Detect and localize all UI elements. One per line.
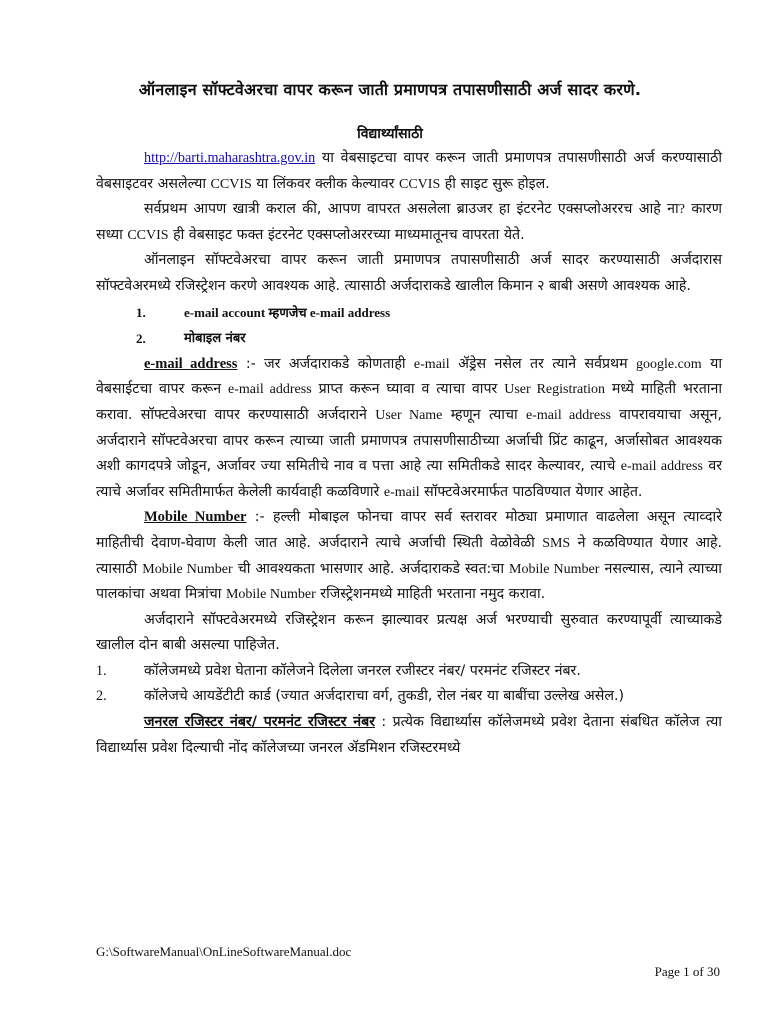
paragraph-after-registration: अर्जदाराने सॉफ्टवेअरमध्ये रजिस्ट्रेशन करून झाल्यावर प्रत्यक्ष अर्ज भरण्याची सुरुवात करण्यापूर्वी त्याच्याकडे खालील दोन बाबी असल्या पाहिजेत.: [96, 611, 722, 654]
paragraph-email: e-mail address :- जर अर्जदाराकडे कोणताही e-mail ॲड्रेस नसेल तर त्याने सर्वप्रथम google.com या वेबसाईटचा वापर करून e-mail address प्राप्त करून घ्यावा व त्याचा वापर User Registration मध्ये माहिती भरताना करावा. सॉफ्टवेअरचा वापर करण्यासाठी अर्जदाराने User Name म्हणून त्याचा e-mail address वापरावयाचा असून, अर्जदाराने सॉफ्टवेअरचा वापर करून त्याच्या जाती प्रमाणपत्र तपासणीसाठीच्या अर्जाची प्रिंट काढून, अर्जासोबत आवश्यक अशी कागदपत्रे जोडून, अर्जावर ज्या समितीचे नाव व पत्ता आहे त्या समितीकडे सादर केल्यावर, त्याचे e-mail address वर त्याचे अर्जावर समितीमार्फत केलेली कार्यवाही कळविणारे e-mail सॉफ्टवेअरमार्फत पाठविण्यात येणार आहेत.: [96, 355, 723, 500]
college-item: 1. कॉलेजमध्ये प्रवेश घेताना कॉलेजने दिलेला जनरल रजीस्टर नंबर/ परमनंट रजिस्टर नंबर.: [96, 662, 581, 679]
paragraph-browser: सर्वप्रथम आपण खात्री कराल की, आपण वापरत असलेला ब्राउजर हा इंटरनेट एक्सप्लोअररच आहे ना? कारण सध्या CCVIS ही वेबसाइट फक्त इंटरनेट एक्सप्लोअररच्या माध्यमातूनच वापरता येते.: [96, 201, 722, 243]
email-heading: e-mail address: [144, 355, 238, 372]
requirement-item: 1. e-mail account म्हणजेच e-mail address: [136, 304, 391, 321]
footer-page-number: Page 1 of 30: [654, 964, 720, 979]
requirement-item: 2. मोबाइल नंबर: [136, 331, 246, 347]
barti-link[interactable]: http://barti.maharashtra.gov.in: [144, 150, 316, 166]
mobile-heading: Mobile Number: [144, 509, 247, 526]
document-title: ऑनलाइन सॉफ्टवेअरचा वापर करून जाती प्रमाणपत्र तपासणीसाठी अर्ज सादर करणे.: [138, 80, 642, 99]
paragraph-mobile: Mobile Number :- हल्ली मोबाइल फोनचा वापर सर्व स्तरावर मोठ्या प्रमाणात वाढलेला असून त्याव्दारे माहितीची देवाण-घेवाण केली जात आहे. अर्जदाराने त्याचे अर्जाची स्थिती वेळोवेळी SMS ने कळविण्यात येणार आहे. त्यासाठी Mobile Number ची आवश्यकता भासणार आहे. अर्जदाराकडे स्वत:चा Mobile Number नसल्यास, त्याने त्याच्या पालकांचा अथवा मित्रांचा Mobile Number रजिस्ट्रेशनमध्ये माहिती भरताना नमुद करावा.: [96, 509, 722, 603]
general-register-heading: जनरल रजिस्टर नंबर/ परमनंट रजिस्टर नंबर: [144, 714, 376, 731]
paragraph-intro: http://barti.maharashtra.gov.in या वेबसाइटचा वापर करून जाती प्रमाणपत्र तपासणीसाठी अर्ज करण्यासाठी वेबसाइटवर असलेल्या CCVIS या लिंकवर क्लीक केल्यावर CCVIS ही साइट सुरू होइल.: [96, 150, 722, 192]
paragraph-general-register: जनरल रजिस्टर नंबर/ परमनंट रजिस्टर नंबर : प्रत्येक विद्यार्थ्यास कॉलेजमध्ये प्रवेश देताना संबधित कॉलेज त्या विद्यार्थ्यास प्रवेश दिल्याची नोंद कॉलेजच्या जनरल ॲडमिशन रजिस्टरमध्ये: [96, 714, 722, 756]
document-body: [96, 146, 722, 761]
paragraph-registration: ऑनलाइन सॉफ्टवेअरचा वापर करून जाती प्रमाणपत्र तपासणीसाठी अर्ज सादर करण्यासाठी अर्जदारास सॉफ्टवेअरमध्ये रजिस्ट्रेशन करणे आवश्यक आहे. त्यासाठी अर्जदाराकडे खालील किमान २ बाबी असणे आवश्यक आहे.: [96, 252, 722, 294]
section-subheading: विद्यार्थ्यांसाठी: [357, 126, 423, 142]
footer-file-path: G:\SoftwareManual\OnLineSoftwareManual.doc: [96, 944, 352, 959]
college-item: 2. कॉलेजचे आयडेंटीटी कार्ड (ज्यात अर्जदाराचा वर्ग, तुकडी, रोल नंबर या बाबींचा उल्लेख असेल.): [96, 688, 624, 705]
